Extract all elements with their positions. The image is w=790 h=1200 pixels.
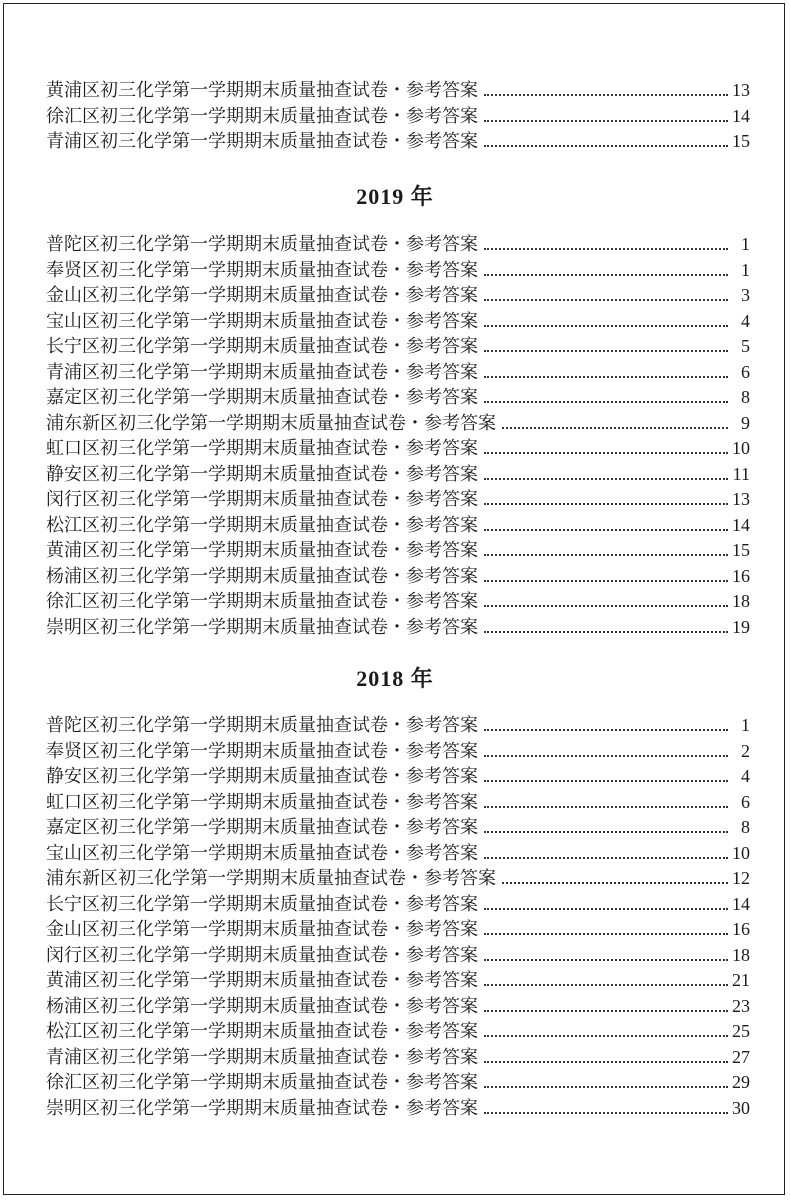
toc-entry[interactable] [46,790,750,816]
toc-entry-page-number: 5 [741,336,750,356]
toc-dot-leader [484,248,728,250]
toc-dot-leader [484,1035,728,1037]
toc-entry[interactable] [46,129,750,155]
toc-entry[interactable] [46,1019,750,1045]
toc-entry-page-number: 18 [732,591,750,611]
toc-entry[interactable] [46,538,750,564]
toc-entry[interactable] [46,815,750,841]
toc-dot-leader [502,427,728,429]
toc-entry-title: 普陀区初三化学第一学期期末质量抽查试卷・参考答案 [46,715,478,736]
toc-entry-title: 崇明区初三化学第一学期期末质量抽查试卷・参考答案 [46,616,478,638]
toc-entry-title: 长宁区初三化学第一学期期末质量抽查试卷・参考答案 [46,893,478,915]
toc-entry[interactable] [46,487,750,513]
toc-entry-title: 闵行区初三化学第一学期期末质量抽查试卷・参考答案 [46,944,478,966]
toc-entry-title: 嘉定区初三化学第一学期期末质量抽查试卷・参考答案 [46,387,478,408]
toc-entry-page-number: 16 [732,919,750,939]
toc-entry-title: 徐汇区初三化学第一学期期末质量抽查试卷・参考答案 [46,1072,478,1093]
toc-entry-page-number: 8 [741,817,750,837]
toc-entry[interactable] [46,436,750,462]
toc-dot-leader [484,1112,728,1114]
toc-entry[interactable] [46,564,750,590]
toc-entry-title: 普陀区初三化学第一学期期末质量抽查试卷・参考答案 [46,234,478,255]
toc-entry-page-number: 18 [732,944,750,965]
toc-entry-title: 金山区初三化学第一学期期末质量抽查试卷・参考答案 [46,919,478,940]
toc-entry-title: 黄浦区初三化学第一学期期末质量抽查试卷・参考答案 [46,80,478,101]
toc-section-continued [46,78,750,155]
toc-dot-leader [484,1086,728,1088]
toc-dot-leader [484,806,728,808]
toc-entry-page-number: 6 [741,791,750,812]
toc-dot-leader [484,984,728,986]
toc-entry-page-number: 30 [732,1097,750,1118]
toc-dot-leader [484,478,728,480]
toc-entry-page-number: 15 [732,540,750,560]
toc-entry-title: 金山区初三化学第一学期期末质量抽查试卷・参考答案 [46,285,478,306]
toc-entry[interactable] [46,78,750,104]
toc-entry-page-number: 11 [732,463,750,484]
toc-entry-page-number: 4 [741,310,750,331]
toc-entry-page-number: 8 [741,387,750,407]
toc-entry-page-number: 14 [732,514,750,535]
toc-entry-page-number: 10 [732,842,750,863]
toc-dot-leader [484,580,728,582]
toc-entry[interactable] [46,283,750,309]
toc-entry-title: 杨浦区初三化学第一学期期末质量抽查试卷・参考答案 [46,565,478,587]
toc-entry[interactable] [46,334,750,360]
toc-dot-leader [484,605,728,607]
toc-entry-title: 奉贤区初三化学第一学期期末质量抽查试卷・参考答案 [46,259,478,281]
toc-dot-leader [484,780,728,782]
toc-entry-page-number: 12 [732,868,750,888]
toc-entry-title: 崇明区初三化学第一学期期末质量抽查试卷・参考答案 [46,1097,478,1119]
toc-entry[interactable] [46,943,750,969]
toc-entry-title: 黄浦区初三化学第一学期期末质量抽查试卷・参考答案 [46,970,478,991]
toc-dot-leader [484,452,728,454]
toc-dot-leader [484,1010,728,1012]
year-heading-2018: 2018 年 [356,666,434,691]
toc-entry-title: 青浦区初三化学第一学期期末质量抽查试卷・参考答案 [46,361,478,383]
toc-entry-title: 静安区初三化学第一学期期末质量抽查试卷・参考答案 [46,766,478,787]
toc-entry-page-number: 13 [732,489,750,509]
toc-entry-title: 松江区初三化学第一学期期末质量抽查试卷・参考答案 [46,514,478,536]
toc-entry-title: 宝山区初三化学第一学期期末质量抽查试卷・参考答案 [46,842,478,864]
toc-entry-page-number: 15 [732,131,750,151]
toc-entry[interactable] [46,764,750,790]
toc-entry-title: 虹口区初三化学第一学期期末质量抽查试卷・参考答案 [46,791,478,813]
toc-entry[interactable] [46,1070,750,1096]
toc-entry[interactable] [46,841,750,867]
toc-dot-leader [484,325,728,327]
toc-entry-page-number: 25 [732,1021,750,1041]
toc-dot-leader [484,299,728,301]
toc-dot-leader [484,908,728,910]
toc-dot-leader [484,401,728,403]
toc-dot-leader [484,350,728,352]
toc-entry-title: 宝山区初三化学第一学期期末质量抽查试卷・参考答案 [46,310,478,332]
toc-entry-title: 徐汇区初三化学第一学期期末质量抽查试卷・参考答案 [46,105,478,127]
toc-entry-title: 虹口区初三化学第一学期期末质量抽查试卷・参考答案 [46,438,478,459]
toc-entry[interactable] [46,713,750,739]
toc-entry-page-number: 23 [732,995,750,1016]
toc-entry-title: 松江区初三化学第一学期期末质量抽查试卷・参考答案 [46,1021,478,1042]
toc-dot-leader [484,755,728,757]
toc-entry-title: 闵行区初三化学第一学期期末质量抽查试卷・参考答案 [46,489,478,510]
toc-entry-page-number: 19 [732,616,750,637]
toc-dot-leader [484,120,728,122]
toc-entry-title: 嘉定区初三化学第一学期期末质量抽查试卷・参考答案 [46,817,478,838]
toc-entry-page-number: 14 [732,105,750,126]
toc-entry[interactable] [46,360,750,386]
toc-dot-leader [484,959,728,961]
toc-dot-leader [484,529,728,531]
toc-entry-page-number: 3 [741,285,750,305]
toc-dot-leader [484,831,728,833]
toc-dot-leader [484,503,728,505]
toc-entry-title: 浦东新区初三化学第一学期期末质量抽查试卷・参考答案 [46,412,496,434]
toc-entry[interactable] [46,968,750,994]
toc-entry[interactable] [46,232,750,258]
toc-entry-title: 黄浦区初三化学第一学期期末质量抽查试卷・参考答案 [46,540,478,561]
toc-entry[interactable] [46,615,750,641]
toc-entry-title: 静安区初三化学第一学期期末质量抽查试卷・参考答案 [46,463,478,485]
toc-entry[interactable] [46,513,750,539]
toc-entry-title: 杨浦区初三化学第一学期期末质量抽查试卷・参考答案 [46,995,478,1017]
year-heading-2019: 2019 年 [356,184,434,209]
toc-entry-title: 长宁区初三化学第一学期期末质量抽查试卷・参考答案 [46,336,478,357]
toc-entry-page-number: 9 [741,412,750,433]
toc-dot-leader [484,376,728,378]
toc-entry[interactable] [46,309,750,335]
toc-dot-leader [484,933,728,935]
toc-entry-page-number: 1 [741,715,750,735]
toc-entry-page-number: 4 [741,766,750,786]
toc-dot-leader [484,1061,728,1063]
toc-dot-leader [484,94,728,96]
toc-entry[interactable] [46,589,750,615]
toc-entry-page-number: 21 [732,970,750,990]
toc-entry[interactable] [46,1045,750,1071]
toc-entry[interactable] [46,1096,750,1122]
toc-dot-leader [484,554,728,556]
toc-entry-page-number: 1 [741,259,750,280]
toc-entry-page-number: 27 [732,1046,750,1067]
toc-dot-leader [502,882,728,884]
toc-entry[interactable] [46,866,750,892]
toc-entry-title: 青浦区初三化学第一学期期末质量抽查试卷・参考答案 [46,1046,478,1068]
toc-entry-page-number: 6 [741,361,750,382]
toc-entry-page-number: 1 [741,234,750,254]
toc-entry[interactable] [46,411,750,437]
toc-section-2019 [46,232,750,640]
toc-entry-page-number: 10 [732,438,750,458]
toc-entry-page-number: 13 [732,80,750,100]
toc-entry-title: 奉贤区初三化学第一学期期末质量抽查试卷・参考答案 [46,740,478,762]
toc-entry[interactable] [46,892,750,918]
toc-entry[interactable] [46,104,750,130]
toc-entry-title: 徐汇区初三化学第一学期期末质量抽查试卷・参考答案 [46,591,478,612]
toc-dot-leader [484,729,728,731]
toc-entry[interactable] [46,917,750,943]
toc-entry-page-number: 29 [732,1072,750,1092]
toc-entry-page-number: 2 [741,740,750,761]
toc-entry[interactable] [46,258,750,284]
toc-section-2018 [46,713,750,1121]
toc-entry-page-number: 14 [732,893,750,914]
toc-entry-title: 浦东新区初三化学第一学期期末质量抽查试卷・参考答案 [46,868,496,889]
toc-entry[interactable] [46,739,750,765]
toc-dot-leader [484,145,728,147]
toc-entry[interactable] [46,994,750,1020]
toc-dot-leader [484,631,728,633]
toc-entry-title: 青浦区初三化学第一学期期末质量抽查试卷・参考答案 [46,131,478,152]
toc-entry[interactable] [46,462,750,488]
toc-entry-page-number: 16 [732,565,750,586]
toc-dot-leader [484,857,728,859]
toc-dot-leader [484,274,728,276]
toc-entry[interactable] [46,385,750,411]
